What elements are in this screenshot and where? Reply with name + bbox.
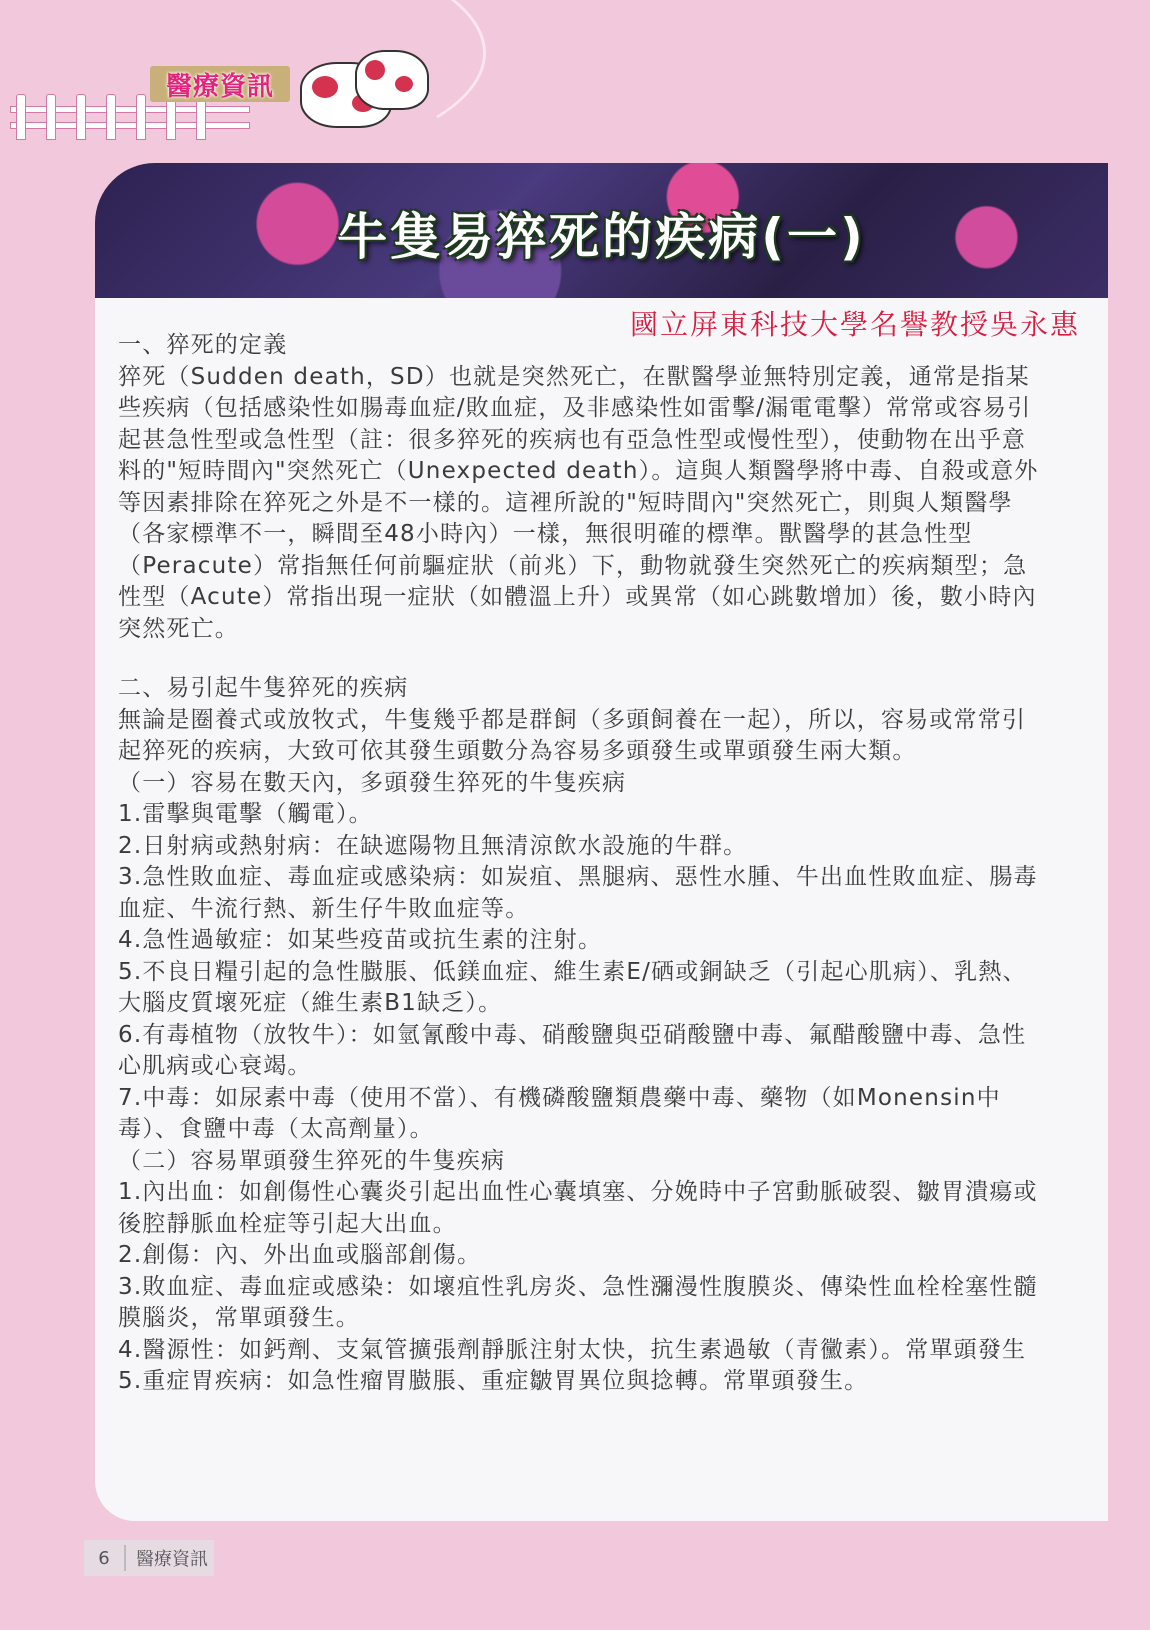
footer-label: 醫療資訊 [136,1549,208,1570]
list-item: 5.重症胃疾病：如急性瘤胃臌脹、重症皺胃異位與捻轉。常單頭發生。 [118,1368,869,1394]
list-item: 3.急性敗血症、毒血症或感染病：如炭疽、黑腿病、惡性水腫、牛出血性敗血症、腸毒血症、牛流行熱、新生仔牛敗血症等。 [118,864,1038,922]
list-item: 2.日射病或熱射病：在缺遮陽物且無清涼飲水設施的牛群。 [118,832,748,859]
list-item: 1.內出血：如創傷性心囊炎引起出血性心囊填塞、分娩時中子宮動脈破裂、皺胃潰瘍或後腔靜脈血栓症等引起大出血。 [118,1179,1038,1237]
cow-icon [355,50,429,110]
section-tag: 醫療資訊 [150,66,290,102]
list-item: 7.中毒：如尿素中毒（使用不當）、有機磷酸鹽類農藥中毒、藥物（如Monensin中毒）、食鹽中毒（太高劑量）。 [118,1084,1001,1142]
article-title: 牛隻易猝死的疾病(一) [337,208,866,266]
divider [124,1545,126,1571]
article-body [118,330,1048,1398]
subsection-heading: （一）容易在數天內，多頭發生猝死的牛隻疾病 [118,769,627,796]
title-banner [95,163,1108,298]
section-heading: 二、易引起牛隻猝死的疾病 [118,675,409,701]
subsection-heading: （二）容易單頭發生猝死的牛隻疾病 [118,1147,506,1174]
list-item: 5.不良日糧引起的急性臌脹、低鎂血症、維生素E/硒或銅缺乏（引起心肌病）、乳熱、大腦皮質壞死症（維生素B1缺乏）。 [118,958,1027,1016]
list-item: 1.雷擊與電擊（觸電）。 [118,801,373,827]
paragraph: 猝死（Sudden death，SD）也就是突然死亡，在獸醫學並無特別定義，通常是指某些疾病（包括感染性如腸毒血症/敗血症，及非感染性如雷擊/漏電電擊）常常或容易引起甚急性型或急性型（註：很多猝死的疾病也有亞急性型或慢性型），使動物在出乎意料的"短時間內"突然死亡（Unexpected death）。這與人類醫學將中毒、自殺或意外等因素排除在猝死之外是不一樣的。這裡所說的"短時間內"突然死亡，則與人類醫學（各家標準不一，瞬間至48小時內）一樣，無很明確的標準。獸醫學的甚急性型（Peracute）常指無任何前驅症狀（前兆）下，動物就發生突然死亡的疾病類型；急性型（Acute）常指出現一症狀（如體溫上升）或異常（如心跳數增加）後，數小時內突然死亡。 [118,363,1039,642]
section-heading: 一、猝死的定義 [118,332,288,358]
list-item: 6.有毒植物（放牧牛）：如氫氰酸中毒、硝酸鹽與亞硝酸鹽中毒、氟醋酸鹽中毒、急性心肌病或心衰竭。 [118,1021,1027,1079]
list-item: 3.敗血症、毒血症或感染：如壞疽性乳房炎、急性瀰漫性腹膜炎、傳染性血栓栓塞性髓膜腦炎，常單頭發生。 [118,1273,1038,1331]
list-item: 2.創傷：內、外出血或腦部創傷。 [118,1242,482,1268]
paragraph: 無論是圈養式或放牧式，牛隻幾乎都是群飼（多頭飼養在一起），所以，容易或常常引起猝死的疾病，大致可依其發生頭數分為容易多頭發生或單頭發生兩大類。 [118,706,1027,764]
header-decoration [0,0,520,150]
page-footer [84,1540,214,1576]
list-item: 4.醫源性：如鈣劑、支氣管擴張劑靜脈注射太快，抗生素過敏（青黴素）。常單頭發生 [118,1336,1027,1363]
page-number: 6 [98,1547,110,1569]
fence-illustration [10,100,250,134]
author-line: 國立屏東科技大學名譽教授吳永惠 [629,308,1080,341]
list-item: 4.急性過敏症：如某些疫苗或抗生素的注射。 [118,927,603,953]
